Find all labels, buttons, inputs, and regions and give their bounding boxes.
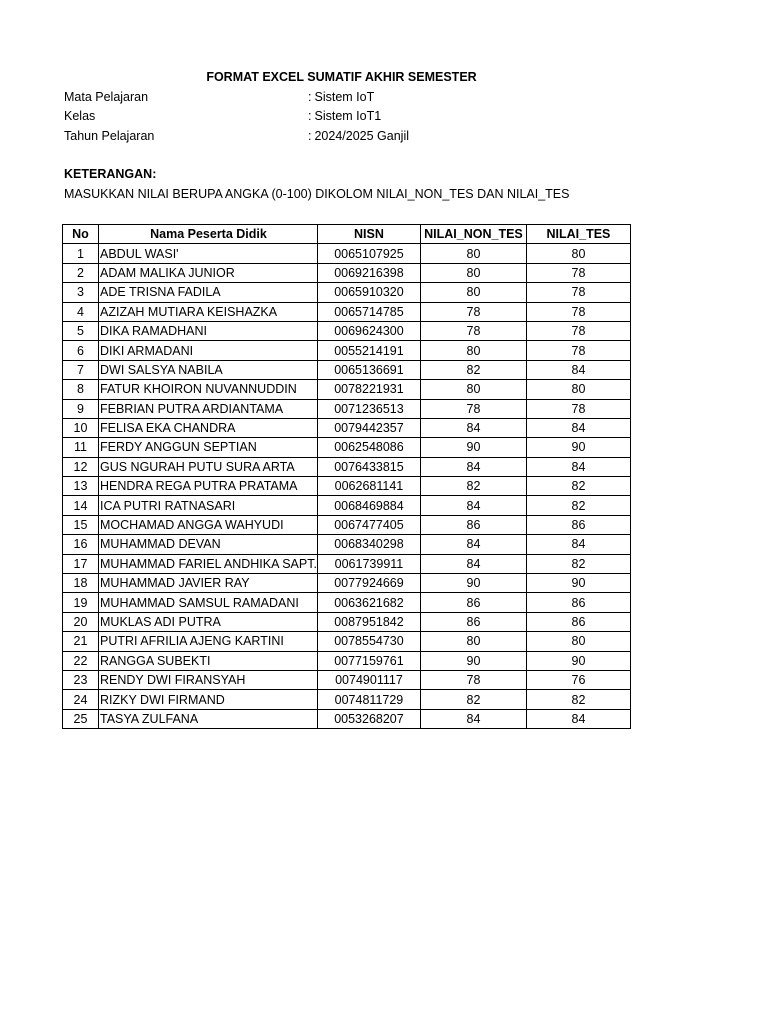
- info-value: : Sistem IoT1: [308, 109, 382, 123]
- table-row: [63, 632, 631, 651]
- cell-nama[interactable]: TASYA ZULFANA: [99, 709, 318, 728]
- cell-nilai-tes[interactable]: 82: [526, 690, 630, 709]
- cell-nilai-non-tes[interactable]: 82: [420, 477, 526, 496]
- table-body: [63, 244, 631, 729]
- info-row-tahun-pelajaran: [64, 129, 664, 148]
- cell-nilai-tes[interactable]: 78: [526, 399, 630, 418]
- cell-nama[interactable]: ADAM MALIKA JUNIOR: [99, 263, 318, 282]
- cell-nisn[interactable]: 0077924669: [317, 574, 420, 593]
- cell-nisn[interactable]: 0087951842: [317, 612, 420, 631]
- cell-nilai-non-tes[interactable]: 86: [420, 515, 526, 534]
- info-label: Kelas: [64, 109, 96, 123]
- cell-nisn[interactable]: 0062681141: [317, 477, 420, 496]
- cell-nilai-non-tes[interactable]: 78: [420, 670, 526, 689]
- cell-nisn[interactable]: 0078554730: [317, 632, 420, 651]
- info-row-kelas: [64, 109, 664, 128]
- cell-nama[interactable]: RENDY DWI FIRANSYAH: [99, 670, 318, 689]
- cell-no[interactable]: 7: [63, 360, 99, 379]
- cell-nilai-tes[interactable]: 80: [526, 244, 630, 263]
- cell-nisn[interactable]: 0074811729: [317, 690, 420, 709]
- table-row: [63, 380, 631, 399]
- table-row: [63, 418, 631, 437]
- cell-no[interactable]: 4: [63, 302, 99, 321]
- info-value: : 2024/2025 Ganjil: [308, 129, 410, 143]
- cell-nama[interactable]: RANGGA SUBEKTI: [99, 651, 318, 670]
- cell-nama[interactable]: MUHAMMAD DEVAN: [99, 535, 318, 554]
- cell-nama[interactable]: FELISA EKA CHANDRA: [99, 418, 318, 437]
- table-row: [63, 670, 631, 689]
- cell-nilai-non-tes[interactable]: 80: [420, 632, 526, 651]
- header-nisn: NISN: [317, 225, 420, 244]
- cell-nama[interactable]: MUHAMMAD SAMSUL RAMADANI: [99, 593, 318, 612]
- cell-nisn[interactable]: 0063621682: [317, 593, 420, 612]
- table-row: [63, 574, 631, 593]
- cell-nama[interactable]: ABDUL WASI': [99, 244, 318, 263]
- header-nama: Nama Peserta Didik: [99, 225, 318, 244]
- cell-no[interactable]: 17: [63, 554, 99, 573]
- cell-nilai-non-tes[interactable]: 90: [420, 574, 526, 593]
- cell-no[interactable]: 18: [63, 574, 99, 593]
- cell-nama[interactable]: DIKA RAMADHANI: [99, 321, 318, 340]
- cell-nilai-tes[interactable]: 80: [526, 632, 630, 651]
- cell-nilai-tes[interactable]: 78: [526, 321, 630, 340]
- cell-no[interactable]: 19: [63, 593, 99, 612]
- cell-nilai-tes[interactable]: 78: [526, 263, 630, 282]
- cell-nama[interactable]: MUHAMMAD FARIEL ANDHIKA SAPT.: [99, 554, 318, 573]
- cell-nilai-tes[interactable]: 86: [526, 612, 630, 631]
- header-nilai-non-tes: NILAI_NON_TES: [420, 225, 526, 244]
- table-row: [63, 283, 631, 302]
- cell-nisn[interactable]: 0076433815: [317, 457, 420, 476]
- cell-nama[interactable]: ADE TRISNA FADILA: [99, 283, 318, 302]
- cell-no[interactable]: 20: [63, 612, 99, 631]
- cell-nilai-non-tes[interactable]: 78: [420, 302, 526, 321]
- table-row: [63, 438, 631, 457]
- cell-nama[interactable]: MUHAMMAD JAVIER RAY: [99, 574, 318, 593]
- cell-nilai-non-tes[interactable]: 84: [420, 554, 526, 573]
- cell-nama[interactable]: ICA PUTRI RATNASARI: [99, 496, 318, 515]
- cell-no[interactable]: 3: [63, 283, 99, 302]
- cell-nilai-non-tes[interactable]: 80: [420, 283, 526, 302]
- keterangan-title: KETERANGAN:: [64, 167, 157, 181]
- cell-nama[interactable]: AZIZAH MUTIARA KEISHAZKA: [99, 302, 318, 321]
- table-row: [63, 341, 631, 360]
- cell-nisn[interactable]: 0069216398: [317, 263, 420, 282]
- cell-nilai-non-tes[interactable]: 80: [420, 380, 526, 399]
- cell-nisn[interactable]: 0061739911: [317, 554, 420, 573]
- cell-nilai-tes[interactable]: 78: [526, 341, 630, 360]
- table-row: [63, 690, 631, 709]
- cell-nisn[interactable]: 0071236513: [317, 399, 420, 418]
- cell-nilai-tes[interactable]: 76: [526, 670, 630, 689]
- cell-no[interactable]: 6: [63, 341, 99, 360]
- cell-nisn[interactable]: 0053268207: [317, 709, 420, 728]
- cell-nilai-tes[interactable]: 90: [526, 574, 630, 593]
- cell-nilai-tes[interactable]: 84: [526, 535, 630, 554]
- cell-nilai-non-tes[interactable]: 84: [420, 418, 526, 437]
- cell-nilai-tes[interactable]: 84: [526, 418, 630, 437]
- table-header-row: [63, 225, 631, 244]
- cell-no[interactable]: 22: [63, 651, 99, 670]
- table-row: [63, 399, 631, 418]
- cell-nisn[interactable]: 0068469884: [317, 496, 420, 515]
- table-row: [63, 263, 631, 282]
- cell-no[interactable]: 10: [63, 418, 99, 437]
- cell-nilai-non-tes[interactable]: 82: [420, 360, 526, 379]
- cell-nilai-non-tes[interactable]: 84: [420, 496, 526, 515]
- cell-nilai-non-tes[interactable]: 84: [420, 535, 526, 554]
- info-label: Tahun Pelajaran: [64, 129, 155, 143]
- cell-no[interactable]: 16: [63, 535, 99, 554]
- cell-nilai-tes[interactable]: 84: [526, 709, 630, 728]
- cell-nama[interactable]: DIKI ARMADANI: [99, 341, 318, 360]
- cell-nilai-non-tes[interactable]: 78: [420, 399, 526, 418]
- cell-nisn[interactable]: 0078221931: [317, 380, 420, 399]
- cell-no[interactable]: 13: [63, 477, 99, 496]
- cell-nilai-non-tes[interactable]: 78: [420, 321, 526, 340]
- cell-nilai-non-tes[interactable]: 80: [420, 244, 526, 263]
- cell-nama[interactable]: FERDY ANGGUN SEPTIAN: [99, 438, 318, 457]
- header-no: No: [63, 225, 99, 244]
- cell-nilai-tes[interactable]: 82: [526, 554, 630, 573]
- cell-nilai-tes[interactable]: 86: [526, 515, 630, 534]
- cell-nisn[interactable]: 0079442357: [317, 418, 420, 437]
- header-nilai-tes: NILAI_TES: [526, 225, 630, 244]
- cell-no[interactable]: 15: [63, 515, 99, 534]
- cell-nama[interactable]: HENDRA REGA PUTRA PRATAMA: [99, 477, 318, 496]
- cell-nisn[interactable]: 0077159761: [317, 651, 420, 670]
- info-value: : Sistem IoT: [308, 90, 375, 104]
- cell-nisn[interactable]: 0074901117: [317, 670, 420, 689]
- table-row: [63, 554, 631, 573]
- grades-table: [62, 224, 631, 729]
- cell-nilai-non-tes[interactable]: 86: [420, 612, 526, 631]
- table-row: [63, 321, 631, 340]
- keterangan-text: MASUKKAN NILAI BERUPA ANGKA (0-100) DIKOLOM NILAI_NON_TES DAN NILAI_TES: [64, 187, 570, 201]
- cell-nama[interactable]: RIZKY DWI FIRMAND: [99, 690, 318, 709]
- cell-nisn[interactable]: 0065136691: [317, 360, 420, 379]
- cell-no[interactable]: 1: [63, 244, 99, 263]
- table-row: [63, 302, 631, 321]
- table-row: [63, 593, 631, 612]
- cell-nilai-non-tes[interactable]: 82: [420, 690, 526, 709]
- cell-no[interactable]: 25: [63, 709, 99, 728]
- cell-nilai-tes[interactable]: 82: [526, 477, 630, 496]
- cell-nilai-tes[interactable]: 82: [526, 496, 630, 515]
- table-row: [63, 515, 631, 534]
- table-row: [63, 496, 631, 515]
- cell-no[interactable]: 12: [63, 457, 99, 476]
- cell-nama[interactable]: MUKLAS ADI PUTRA: [99, 612, 318, 631]
- cell-nilai-tes[interactable]: 84: [526, 457, 630, 476]
- cell-nilai-tes[interactable]: 84: [526, 360, 630, 379]
- cell-nilai-tes[interactable]: 78: [526, 283, 630, 302]
- cell-nilai-tes[interactable]: 90: [526, 651, 630, 670]
- table-row: [63, 709, 631, 728]
- table-row: [63, 612, 631, 631]
- cell-nilai-tes[interactable]: 86: [526, 593, 630, 612]
- table-row: [63, 651, 631, 670]
- cell-nilai-non-tes[interactable]: 84: [420, 709, 526, 728]
- info-label: Mata Pelajaran: [64, 90, 149, 104]
- cell-nilai-tes[interactable]: 78: [526, 302, 630, 321]
- cell-nilai-tes[interactable]: 90: [526, 438, 630, 457]
- cell-no[interactable]: 23: [63, 670, 99, 689]
- cell-nama[interactable]: FEBRIAN PUTRA ARDIANTAMA: [99, 399, 318, 418]
- cell-nama[interactable]: FATUR KHOIRON NUVANNUDDIN: [99, 380, 318, 399]
- document-title: FORMAT EXCEL SUMATIF AKHIR SEMESTER: [206, 70, 477, 84]
- cell-no[interactable]: 11: [63, 438, 99, 457]
- cell-nisn[interactable]: 0067477405: [317, 515, 420, 534]
- table-row: [63, 535, 631, 554]
- info-row-mata-pelajaran: [64, 90, 664, 109]
- cell-nilai-non-tes[interactable]: 90: [420, 438, 526, 457]
- cell-nisn[interactable]: 0069624300: [317, 321, 420, 340]
- cell-nisn[interactable]: 0065714785: [317, 302, 420, 321]
- cell-nisn[interactable]: 0062548086: [317, 438, 420, 457]
- table-row: [63, 244, 631, 263]
- cell-nilai-tes[interactable]: 80: [526, 380, 630, 399]
- cell-nama[interactable]: PUTRI AFRILIA AJENG KARTINI: [99, 632, 318, 651]
- cell-nama[interactable]: GUS NGURAH PUTU SURA ARTA: [99, 457, 318, 476]
- cell-nilai-non-tes[interactable]: 84: [420, 457, 526, 476]
- cell-no[interactable]: 5: [63, 321, 99, 340]
- cell-nilai-non-tes[interactable]: 90: [420, 651, 526, 670]
- cell-no[interactable]: 21: [63, 632, 99, 651]
- cell-no[interactable]: 2: [63, 263, 99, 282]
- cell-no[interactable]: 14: [63, 496, 99, 515]
- cell-nama[interactable]: DWI SALSYA NABILA: [99, 360, 318, 379]
- cell-nisn[interactable]: 0068340298: [317, 535, 420, 554]
- table-row: [63, 360, 631, 379]
- cell-nisn[interactable]: 0065910320: [317, 283, 420, 302]
- info-value-text: 2024/2025 Ganjil: [314, 129, 410, 143]
- cell-nilai-non-tes[interactable]: 80: [420, 263, 526, 282]
- cell-no[interactable]: 24: [63, 690, 99, 709]
- cell-nilai-non-tes[interactable]: 86: [420, 593, 526, 612]
- table-row: [63, 477, 631, 496]
- info-value-text: Sistem IoT1: [314, 109, 382, 123]
- cell-no[interactable]: 9: [63, 399, 99, 418]
- cell-nilai-non-tes[interactable]: 80: [420, 341, 526, 360]
- cell-nisn[interactable]: 0055214191: [317, 341, 420, 360]
- info-value-text: Sistem IoT: [314, 90, 375, 104]
- table-row: [63, 457, 631, 476]
- cell-nisn[interactable]: 0065107925: [317, 244, 420, 263]
- cell-nama[interactable]: MOCHAMAD ANGGA WAHYUDI: [99, 515, 318, 534]
- cell-no[interactable]: 8: [63, 380, 99, 399]
